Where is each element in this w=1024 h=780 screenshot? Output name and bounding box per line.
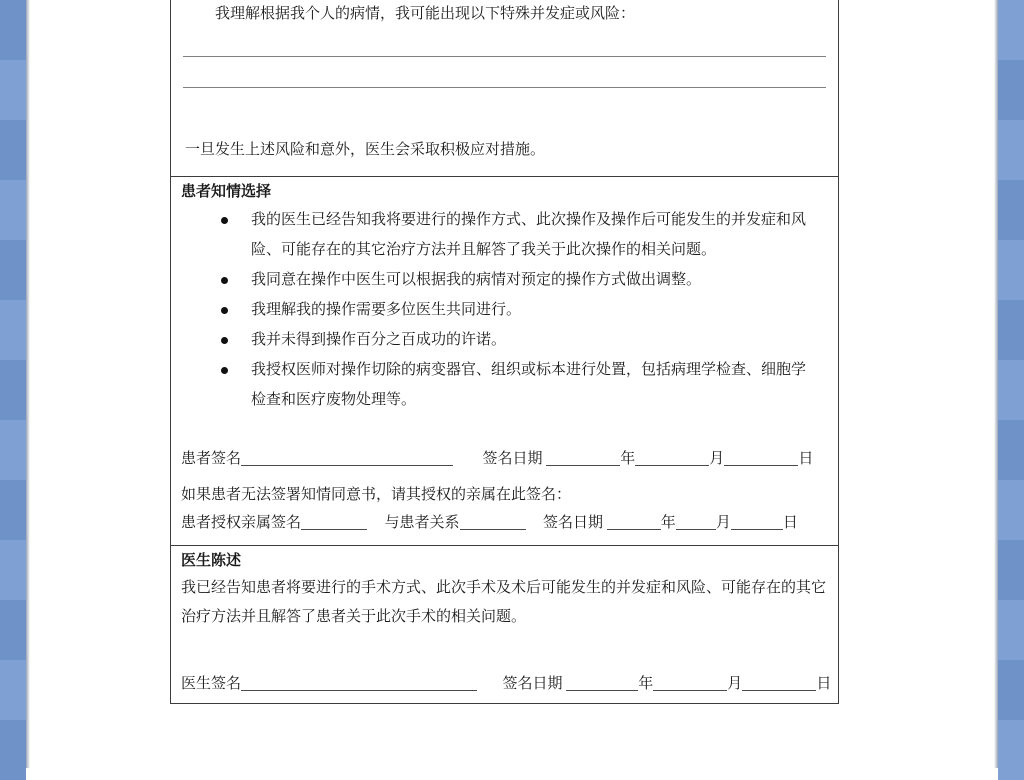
doctor-statement-body: 我已经告知患者将要进行的手术方式、此次手术及术后可能发生的并发症和风险、可能存在的其它治疗方法并且解答了患者关于此次手术的相关问题。	[181, 580, 827, 625]
bullet-icon	[221, 337, 228, 344]
patient-date-year-unit: 年	[620, 451, 636, 467]
list-item-text: 我的医生已经告知我将要进行的操作方式、此次操作及操作后可能发生的并发症和风险、可能存在的其它治疗方法并且解答了我关于此次操作的相关问题。	[251, 212, 807, 258]
list-item-text: 我同意在操作中医生可以根据我的病情对预定的操作方式做出调整。	[251, 272, 702, 288]
list-item-text: 我并未得到操作百分之百成功的许诺。	[251, 332, 507, 348]
consent-form-document	[170, 0, 839, 704]
patient-date-month-unit: 月	[709, 451, 725, 467]
doctor-signature-input[interactable]	[241, 674, 477, 691]
doctor-date-year-unit: 年	[638, 676, 654, 692]
patient-choice-section	[171, 177, 838, 546]
proxy-date-day-input[interactable]	[731, 513, 783, 530]
doctor-date-year-input[interactable]	[566, 674, 638, 691]
bullet-icon	[221, 367, 228, 374]
left-band-shadow	[26, 0, 30, 768]
bullet-icon	[221, 277, 228, 284]
proxy-date-month-unit: 月	[715, 515, 731, 531]
doctor-date-month-unit: 月	[727, 676, 743, 692]
patient-date-day-unit: 日	[798, 451, 814, 467]
doctor-statement-title: 医生陈述	[181, 552, 242, 569]
patient-date-month-input[interactable]	[635, 449, 709, 466]
proxy-signature-note: 如果患者无法签署知情同意书，请其授权的亲属在此签名：	[181, 487, 572, 503]
proxy-relation-label: 与患者关系	[384, 515, 460, 531]
doctor-signature-row	[171, 670, 838, 698]
proxy-date-label: 签名日期	[543, 515, 604, 531]
doctor-signature-label: 医生签名	[181, 676, 242, 692]
proxy-signature-label: 患者授权亲属签名	[181, 515, 302, 531]
list-item	[171, 325, 824, 355]
proxy-signature-input[interactable]	[301, 513, 367, 530]
risks-intro-line: 我理解根据我个人的病情，我可能出现以下特殊并发症或风险：	[215, 6, 636, 22]
patient-date-year-input[interactable]	[546, 449, 620, 466]
patient-signature-label: 患者签名	[181, 451, 242, 467]
proxy-signature-row	[171, 509, 838, 537]
risks-closing-line: 一旦发生上述风险和意外，医生会采取积极应对措施。	[185, 142, 546, 158]
risks-declaration-section	[171, 0, 838, 177]
patient-date-day-input[interactable]	[724, 449, 798, 466]
proxy-date-year-unit: 年	[660, 515, 676, 531]
right-band-shadow	[994, 0, 998, 768]
patient-date-label: 签名日期	[482, 451, 543, 467]
bullet-icon	[221, 307, 228, 314]
patient-signature-input[interactable]	[241, 449, 453, 466]
doctor-date-day-unit: 日	[816, 676, 832, 692]
doctor-date-label: 签名日期	[502, 676, 563, 692]
list-item-text: 我理解我的操作需要多位医生共同进行。	[251, 302, 522, 318]
patient-choice-list	[171, 205, 838, 419]
proxy-date-day-unit: 日	[782, 515, 798, 531]
proxy-relation-input[interactable]	[460, 513, 526, 530]
patient-choice-title: 患者知情选择	[181, 183, 272, 200]
decorative-left-band	[0, 0, 26, 768]
bullet-icon	[221, 217, 228, 224]
list-item	[171, 295, 824, 325]
doctor-date-month-input[interactable]	[653, 674, 727, 691]
list-item-text: 我授权医师对操作切除的病变器官、组织或标本进行处置，包括病理学检查、细胞学检查和医疗废物处理等。	[251, 362, 807, 408]
proxy-date-year-input[interactable]	[607, 513, 661, 530]
doctor-statement-section	[171, 546, 838, 706]
list-item	[171, 205, 824, 265]
decorative-right-band	[998, 0, 1024, 768]
list-item	[171, 355, 824, 415]
proxy-date-month-input[interactable]	[676, 513, 716, 530]
patient-signature-row	[171, 445, 838, 473]
doctor-date-day-input[interactable]	[742, 674, 816, 691]
list-item	[171, 265, 824, 295]
